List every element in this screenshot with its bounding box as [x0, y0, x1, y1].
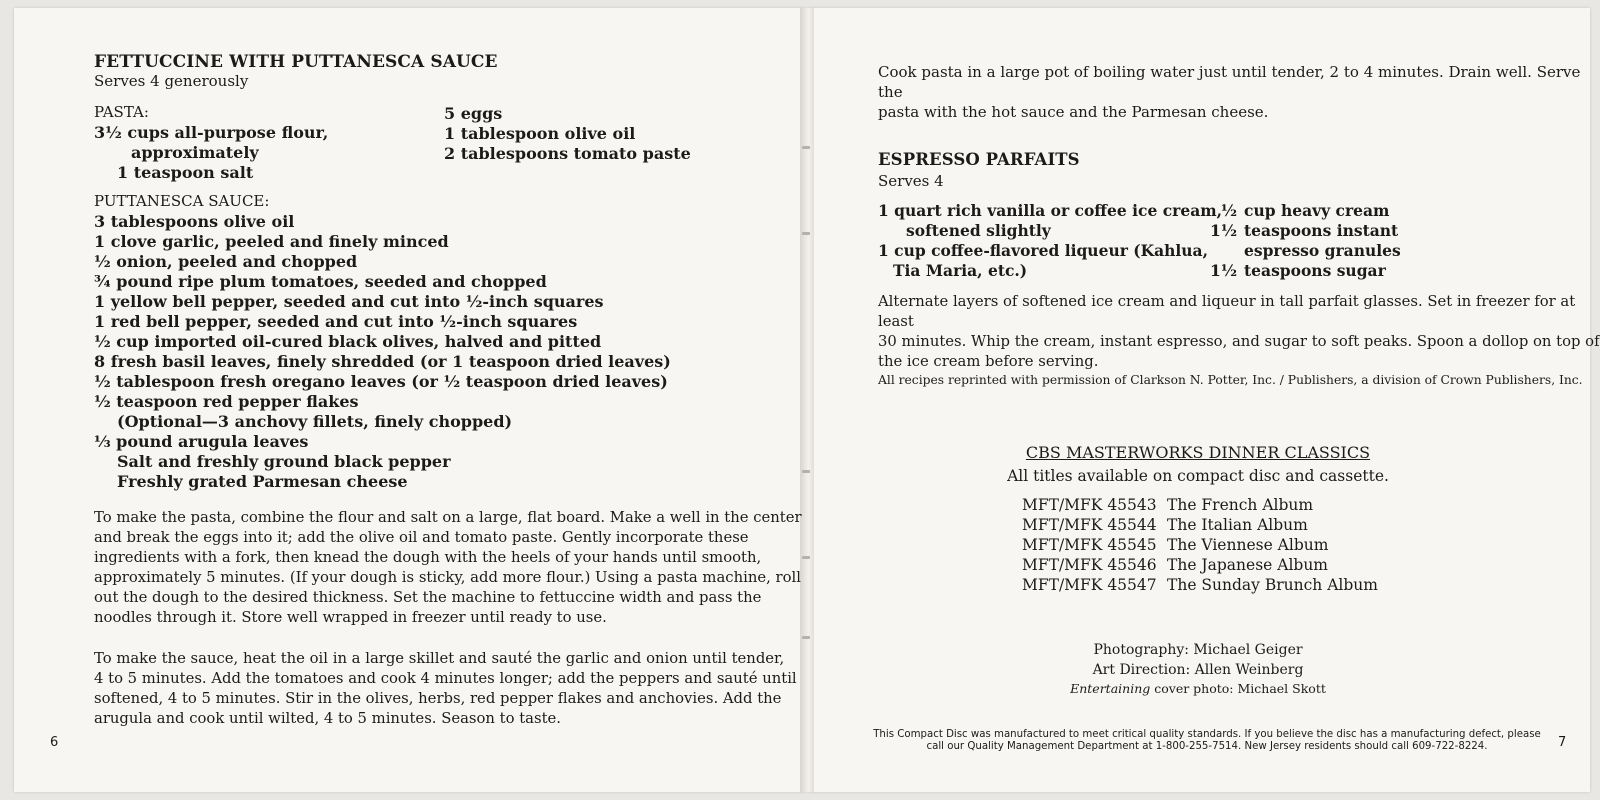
notice-line: This Compact Disc was manufactured to meet critical quality standards. If you believe the disc has a manufacturing defect, please: [873, 729, 1541, 740]
directions-line: 30 minutes. Whip the cream, instant espresso, and sugar to soft peaks. Spoon a dollop on top of: [878, 333, 1600, 350]
cover-photo-text: cover photo: Michael Skott: [1150, 681, 1326, 696]
directions-line: Alternate layers of softened ice cream and liqueur in tall parfait glasses. Set in freezer for at least: [878, 293, 1576, 330]
directions-line: 4 to 5 minutes. Add the tomatoes and cook 4 minutes longer; add the peppers and sauté until: [94, 670, 797, 687]
directions-line: To make the sauce, heat the oil in a large skillet and sauté the garlic and onion until tender,: [94, 650, 785, 667]
parfait-ingredient: teaspoons sugar: [1244, 261, 1386, 280]
directions-line: softened, 4 to 5 minutes. Stir in the olives, herbs, red pepper flakes and anchovies. Add the: [94, 690, 782, 707]
sauce-ingredient: 3 tablespoons olive oil: [94, 212, 295, 231]
recipe-title: ESPRESSO PARFAITS: [878, 150, 1080, 169]
parfait-ingredient: cup heavy cream: [1244, 201, 1390, 220]
directions-line: approximately 5 minutes. (If your dough is sticky, add more flour.) Using a pasta machine, roll: [94, 569, 801, 586]
catalog-row: [1022, 535, 1378, 555]
pasta-ingredient: 5 eggs: [444, 104, 503, 123]
directions-line: Cook pasta in a large pot of boiling water just until tender, 2 to 4 minutes. Drain well. Serve the: [878, 63, 1581, 101]
parfait-amount: 1½: [1210, 221, 1237, 240]
cover-photo-title: Entertaining: [1070, 681, 1151, 696]
catalog-number: MFT/MFK 45545: [1022, 536, 1157, 554]
sauce-ingredient: 8 fresh basil leaves, finely shredded (or 1 teaspoon dried leaves): [94, 352, 671, 371]
sauce-ingredient: ½ onion, peeled and chopped: [94, 252, 358, 271]
cover-photo-credit: [1008, 679, 1388, 699]
parfait-ingredient: Tia Maria, etc.): [893, 261, 1028, 280]
parfait-ingredient: teaspoons instant: [1244, 221, 1399, 240]
directions-line: pasta with the hot sauce and the Parmesan cheese.: [878, 103, 1269, 121]
parfait-directions: [878, 292, 1600, 372]
album-title: The French Album: [1167, 496, 1314, 514]
album-title: The Sunday Brunch Album: [1167, 576, 1378, 594]
series-title: CBS MASTERWORKS DINNER CLASSICS: [1025, 443, 1371, 462]
sauce-ingredient: (Optional—3 anchovy fillets, finely chopped): [117, 412, 513, 431]
album-title: The Japanese Album: [1167, 556, 1329, 574]
sauce-ingredient: Freshly grated Parmesan cheese: [117, 472, 408, 491]
pasta-ingredient: approximately: [131, 143, 259, 162]
sauce-ingredient: ¾ pound ripe plum tomatoes, seeded and chopped: [94, 272, 547, 291]
pasta-directions: [94, 508, 802, 628]
sauce-ingredient: ⅓ pound arugula leaves: [94, 432, 309, 451]
parfait-ingredient: espresso granules: [1244, 241, 1401, 260]
sauce-heading: PUTTANESCA SAUCE:: [94, 192, 270, 210]
staple-mark: [802, 636, 810, 639]
catalog-row: [1022, 495, 1378, 515]
catalog-list: [1022, 495, 1378, 595]
pasta-ingredient: 1 teaspoon salt: [117, 163, 254, 182]
directions-line: noodles through it. Store well wrapped in freezer until ready to use.: [94, 609, 607, 626]
directions-line: arugula and cook until wilted, 4 to 5 minutes. Season to taste.: [94, 710, 561, 727]
catalog-number: MFT/MFK 45543: [1022, 496, 1157, 514]
serves-text: Serves 4: [878, 172, 944, 190]
album-title: The Viennese Album: [1167, 536, 1329, 554]
sauce-ingredient: ½ teaspoon red pepper flakes: [94, 392, 359, 411]
staple-mark: [802, 146, 810, 149]
availability-text: All titles available on compact disc and cassette.: [1007, 467, 1389, 485]
pasta-heading: PASTA:: [94, 103, 149, 121]
staple-mark: [802, 556, 810, 559]
parfait-ingredient: softened slightly: [906, 221, 1051, 240]
pasta-ingredient: 2 tablespoons tomato paste: [444, 144, 691, 163]
sauce-ingredient: 1 red bell pepper, seeded and cut into ½-inch squares: [94, 312, 578, 331]
sauce-directions: [94, 649, 797, 729]
pasta-ingredient: 3½ cups all-purpose flour,: [94, 123, 329, 142]
recipe-title: FETTUCCINE WITH PUTTANESCA SAUCE: [94, 52, 498, 72]
catalog-number: MFT/MFK 45546: [1022, 556, 1157, 574]
sauce-ingredient: 1 yellow bell pepper, seeded and cut into ½-inch squares: [94, 292, 604, 311]
directions-line: and break the eggs into it; add the olive oil and tomato paste. Gently incorporate these: [94, 529, 749, 546]
staple-mark: [802, 232, 810, 235]
album-title: The Italian Album: [1167, 516, 1308, 534]
sauce-ingredient: ½ tablespoon fresh oregano leaves (or ½ teaspoon dried leaves): [94, 372, 668, 391]
catalog-row: [1022, 515, 1378, 535]
serves-text: Serves 4 generously: [94, 72, 249, 90]
notice-line: call our Quality Management Department at 1-800-255-7514. New Jersey residents should call 609-722-8224.: [926, 741, 1488, 752]
directions-line: To make the pasta, combine the flour and salt on a large, flat board. Make a well in the center: [94, 509, 802, 526]
parfait-ingredient: 1 cup coffee-flavored liqueur (Kahlua,: [878, 241, 1208, 260]
catalog-number: MFT/MFK 45547: [1022, 576, 1157, 594]
sauce-ingredient: 1 clove garlic, peeled and finely minced: [94, 232, 449, 251]
parfait-amount: ½: [1220, 201, 1237, 220]
directions-line: the ice cream before serving.: [878, 353, 1099, 370]
directions-line: ingredients with a fork, then knead the dough with the heels of your hands until smooth,: [94, 549, 762, 566]
booklet-gutter: [800, 8, 814, 792]
catalog-row: [1022, 575, 1378, 595]
art-direction-credit: Art Direction: Allen Weinberg: [1092, 662, 1304, 678]
catalog-number: MFT/MFK 45544: [1022, 516, 1157, 534]
cook-pasta-text: [878, 62, 1600, 122]
staple-mark: [802, 470, 810, 473]
sauce-ingredient: ½ cup imported oil-cured black olives, halved and pitted: [94, 332, 602, 351]
pasta-ingredient: 1 tablespoon olive oil: [444, 124, 636, 143]
permission-note: All recipes reprinted with permission of Clarkson N. Potter, Inc. / Publishers, a division of Crown Publishers, Inc.: [878, 373, 1583, 387]
parfait-amount: 1½: [1210, 261, 1237, 280]
catalog-row: [1022, 555, 1378, 575]
page-number-left: 6: [50, 735, 59, 750]
directions-line: out the dough to the desired thickness. Set the machine to fettuccine width and pass the: [94, 589, 762, 606]
quality-notice: [862, 729, 1552, 753]
photography-credit: Photography: Michael Geiger: [1093, 642, 1303, 658]
page-number-right: 7: [1558, 735, 1567, 750]
parfait-ingredient: 1 quart rich vanilla or coffee ice cream,: [878, 201, 1223, 220]
sauce-ingredient: Salt and freshly ground black pepper: [117, 452, 451, 471]
